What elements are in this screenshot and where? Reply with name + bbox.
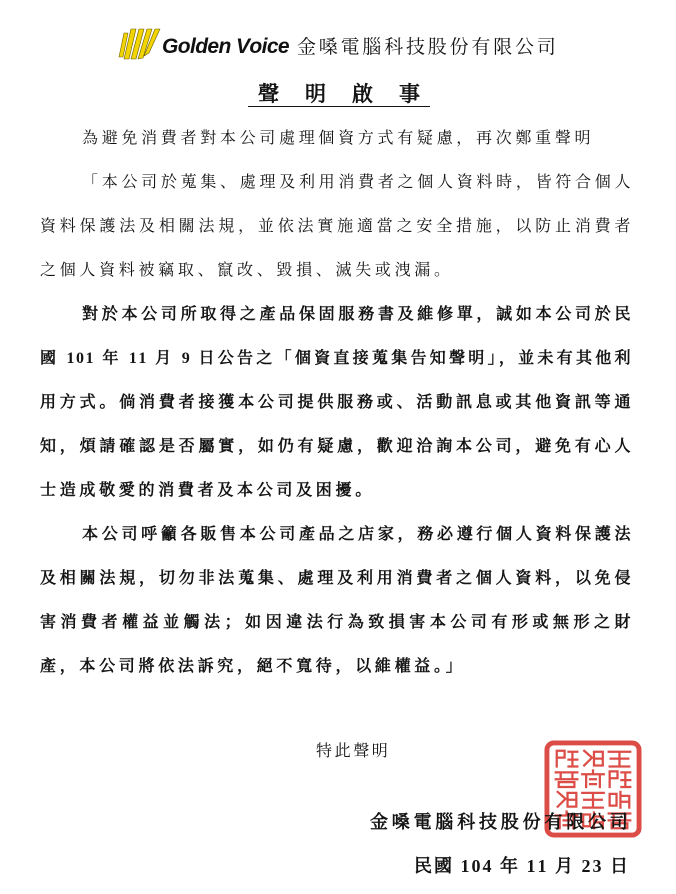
paragraph-line: 資料保護法及相關法規，並依法實施適當之安全措施，以防止消費者	[40, 218, 632, 235]
header-company-name: 金嗓電腦科技股份有限公司	[297, 37, 559, 58]
intro-line: 為避免消費者對本公司處理個資方式有疑慮，再次鄭重聲明	[82, 130, 595, 147]
closing-remark: 特此聲明	[316, 743, 391, 760]
paragraph-line: 害消費者權益並觸法；如因違法行為致損害本公司有形或無形之財	[40, 614, 632, 631]
paragraph-line: 本公司呼籲各販售本公司產品之店家，務必遵行個人資料保護法	[82, 526, 632, 543]
statement-body	[40, 117, 632, 689]
paragraph-line: 之個人資料被竊取、竄改、毀損、滅失或洩漏。	[40, 262, 454, 279]
signature-date: 民國 104 年 11 月 23 日	[414, 856, 630, 876]
paragraph-line: 產，本公司將依法訴究，絕不寬待，以維權益。」	[40, 658, 466, 675]
signature-company-name: 金嗓電腦科技股份有限公司	[370, 812, 632, 832]
brand-name: Golden Voice	[162, 35, 289, 58]
document-title: 聲明啟事	[258, 82, 446, 106]
paragraph-line: 及相關法規，切勿非法蒐集、處理及利用消費者之個人資料，以免侵	[40, 570, 632, 587]
paragraph-retailer-appeal	[40, 513, 632, 689]
paragraph-line: 知，煩請確認是否屬實，如仍有疑慮，歡迎洽詢本公司，避免有心人	[40, 438, 632, 455]
paragraph-line: 用方式。倘消費者接獲本公司提供服務或、活動訊息或其他資訊等通	[40, 394, 632, 411]
paragraph-line: 國 101 年 11 月 9 日公告之「個資直接蒐集告知聲明」，並未有其他利	[40, 350, 632, 367]
paragraph-data-protection	[40, 161, 632, 293]
paragraph-line: 對於本公司所取得之產品保固服務書及維修單，誠如本公司於民	[82, 306, 632, 323]
paragraph-line: 「本公司於蒐集、處理及利用消費者之個人資料時，皆符合個人	[82, 174, 632, 191]
golden-voice-logo-icon	[118, 27, 162, 61]
title-underline	[248, 106, 430, 107]
paragraph-line: 士造成敬愛的消費者及本公司及困擾。	[40, 482, 375, 499]
paragraph-warranty-notice	[40, 293, 632, 513]
